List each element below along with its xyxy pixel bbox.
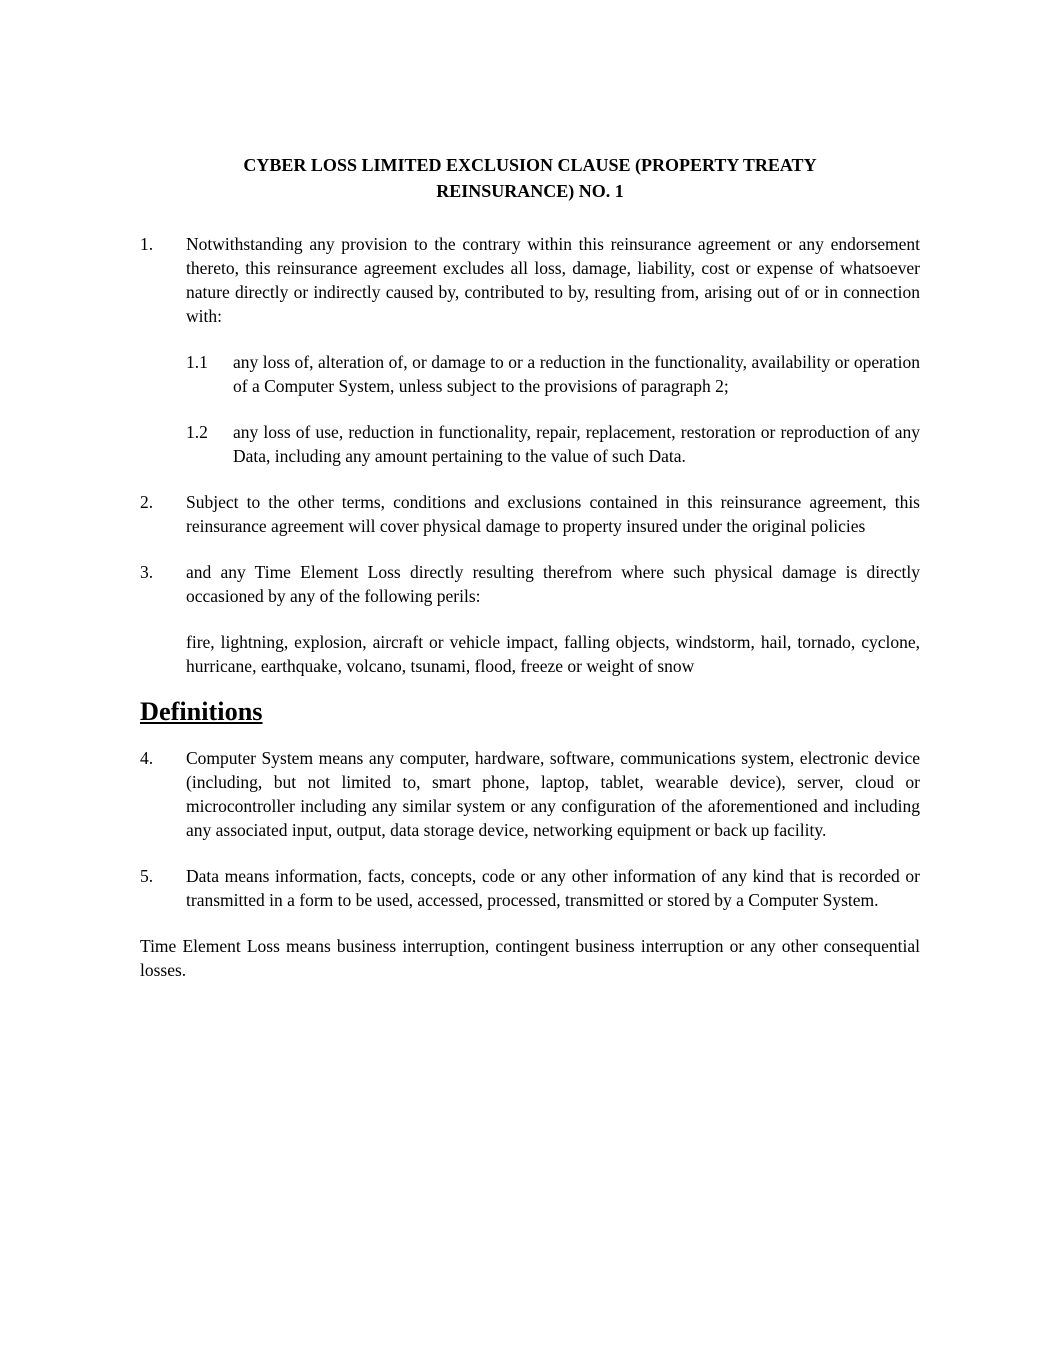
title-line-1: CYBER LOSS LIMITED EXCLUSION CLAUSE (PROPERTY TREATY bbox=[243, 155, 817, 175]
definition-4 bbox=[140, 746, 920, 842]
definition-4-number: 4. bbox=[140, 748, 154, 768]
clause-3-number: 3. bbox=[140, 562, 154, 582]
definition-5-number: 5. bbox=[140, 866, 154, 886]
clause-1 bbox=[140, 232, 920, 328]
clause-2-text: Subject to the other terms, conditions and exclusions contained in this reinsurance agreement, this reinsurance agreement will cover physical damage to property insured under the original policies bbox=[186, 492, 920, 536]
clause-1-number: 1. bbox=[140, 234, 154, 254]
clause-1-1-text: any loss of, alteration of, or damage to or a reduction in the functionality, availability or operation of a Computer System, unless subject to the provisions of paragraph 2; bbox=[233, 352, 920, 396]
clause-1-2 bbox=[186, 420, 920, 468]
definition-5 bbox=[140, 864, 920, 912]
closing-paragraph: Time Element Loss means business interruption, contingent business interruption or any other consequential losses. bbox=[140, 936, 920, 980]
clause-3-text: and any Time Element Loss directly resulting therefrom where such physical damage is directly occasioned by any of the following perils: bbox=[186, 562, 920, 606]
clause-1-text: Notwithstanding any provision to the contrary within this reinsurance agreement or any endorsement thereto, this reinsurance agreement excludes all loss, damage, liability, cost or expense of whatsoever nature directly or indirectly caused by, contributed to by, resulting from, arising out of or in connection with: bbox=[186, 234, 920, 326]
definitions-heading: Definitions bbox=[140, 697, 263, 726]
clause-3 bbox=[140, 560, 920, 608]
clause-2 bbox=[140, 490, 920, 538]
clause-1-1-number: 1.1 bbox=[186, 352, 208, 372]
clause-1-1 bbox=[186, 350, 920, 398]
title-line-2: REINSURANCE) NO. 1 bbox=[436, 181, 624, 201]
definition-5-text: Data means information, facts, concepts, code or any other information of any kind that is recorded or transmitted in a form to be used, accessed, processed, transmitted or stored by a Computer System. bbox=[186, 866, 920, 910]
clause-1-2-number: 1.2 bbox=[186, 422, 208, 442]
clause-2-number: 2. bbox=[140, 492, 154, 512]
perils-paragraph: fire, lightning, explosion, aircraft or vehicle impact, falling objects, windstorm, hail, tornado, cyclone, hurricane, earthquake, volcano, tsunami, flood, freeze or weight of snow bbox=[186, 632, 920, 676]
clause-1-2-text: any loss of use, reduction in functionality, repair, replacement, restoration or reproduction of any Data, including any amount pertaining to the value of such Data. bbox=[233, 422, 920, 466]
document-title bbox=[140, 152, 920, 204]
definition-4-text: Computer System means any computer, hardware, software, communications system, electronic device (including, but not limited to, smart phone, laptop, tablet, wearable device), server, cloud or microcontroller including any similar system or any configuration of the aforementioned and including any associated input, output, data storage device, networking equipment or back up facility. bbox=[186, 748, 920, 840]
